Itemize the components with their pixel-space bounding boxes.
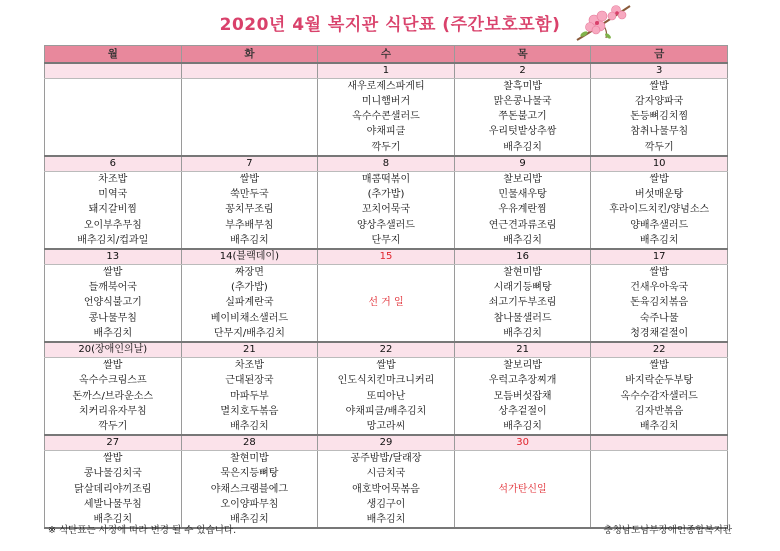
menu-item: 언양식불고기: [45, 295, 182, 310]
menu-item: 쌀밥: [591, 171, 728, 187]
holiday-label: [454, 451, 591, 467]
menu-item: 오이양파무침: [181, 497, 318, 512]
holiday-label: 석가탄신일: [454, 482, 591, 497]
menu-item: 후라이드치킨/양념소스: [591, 202, 728, 217]
day-date: 15: [318, 249, 455, 265]
day-date: 22: [318, 342, 455, 358]
holiday-label: [454, 497, 591, 512]
menu-row: [45, 94, 728, 109]
menu-item: 묵은지등뼈탕: [181, 466, 318, 481]
weekday-header: 월: [45, 46, 182, 63]
menu-row: [45, 280, 728, 295]
menu-item: 쌀밥: [181, 171, 318, 187]
menu-item: 또띠아난: [318, 388, 455, 403]
menu-item: 야채스크램블에그: [181, 482, 318, 497]
menu-item: 차조밥: [45, 171, 182, 187]
menu-item: [591, 482, 728, 497]
day-date: 14(블랙데이): [181, 249, 318, 265]
menu-item: 쌀밥: [591, 78, 728, 94]
menu-row: [45, 404, 728, 419]
menu-item: 배추김치: [454, 419, 591, 435]
menu-row: [45, 311, 728, 326]
menu-item: 치커리유자무침: [45, 404, 182, 419]
menu-item: 들깨북어국: [45, 280, 182, 295]
menu-item: 쭈돈불고기: [454, 109, 591, 124]
menu-item: 애호박어묵볶음: [318, 482, 455, 497]
menu-item: 건새우아욱국: [591, 280, 728, 295]
menu-item: 꽁치무조림: [181, 202, 318, 217]
menu-item: 옥수수콘샐러드: [318, 109, 455, 124]
menu-item: 쌀밥: [45, 451, 182, 467]
menu-item: 베이비채소샐러드: [181, 311, 318, 326]
menu-item: 모듬버섯잡채: [454, 388, 591, 403]
date-row: [45, 342, 728, 358]
weekday-header-row: [45, 46, 728, 63]
menu-item: 단무지/배추김치: [181, 326, 318, 342]
menu-row: [45, 140, 728, 156]
menu-item: 세발나물무침: [45, 497, 182, 512]
menu-item: 닭살데리야끼조림: [45, 482, 182, 497]
menu-item: 배추김치: [454, 233, 591, 249]
menu-item: 배추김치: [181, 233, 318, 249]
menu-row: [45, 497, 728, 512]
menu-item: [45, 140, 182, 156]
menu-item: 미역국: [45, 187, 182, 202]
menu-item: 오이부추무침: [45, 217, 182, 232]
menu-item: 짜장면: [181, 264, 318, 280]
menu-item: 마파두부: [181, 388, 318, 403]
day-date: 27: [45, 435, 182, 451]
menu-item: 우리텃밭상추쌈: [454, 124, 591, 139]
day-date: [181, 63, 318, 79]
menu-item: 찰보리밥: [454, 358, 591, 374]
date-row: [45, 435, 728, 451]
menu-row: [45, 358, 728, 374]
day-date: 21: [454, 342, 591, 358]
menu-row: [45, 217, 728, 232]
menu-item: 돼지갈비찜: [45, 202, 182, 217]
meal-schedule-body: [45, 63, 728, 529]
menu-item: 돈까스/브라운소스: [45, 388, 182, 403]
menu-item: 찰현미밥: [181, 451, 318, 467]
menu-item: [591, 466, 728, 481]
menu-item: 시래기등뼈탕: [454, 280, 591, 295]
menu-item: 쌀밥: [45, 358, 182, 374]
menu-item: 야채피클: [318, 124, 455, 139]
menu-row: [45, 466, 728, 481]
menu-item: 우럭고추장찌개: [454, 373, 591, 388]
menu-item: 차조밥: [181, 358, 318, 374]
menu-item: 매콤떡볶이: [318, 171, 455, 187]
menu-item: 맑은콩나물국: [454, 94, 591, 109]
menu-item: [45, 78, 182, 94]
date-row: [45, 156, 728, 172]
day-date: 10: [591, 156, 728, 172]
menu-row: [45, 482, 728, 497]
menu-item: 배추김치: [591, 419, 728, 435]
menu-item: 멸치호두볶음: [181, 404, 318, 419]
menu-item: 감자양파국: [591, 94, 728, 109]
menu-item: 바지락순두부탕: [591, 373, 728, 388]
menu-item: 청경채겉절이: [591, 326, 728, 342]
menu-item: 찰현미밥: [454, 264, 591, 280]
menu-item: [591, 497, 728, 512]
menu-item: 배추김치: [45, 512, 182, 528]
day-date: 3: [591, 63, 728, 79]
weekday-header: 목: [454, 46, 591, 63]
menu-item: 배추김치: [181, 419, 318, 435]
menu-item: [45, 124, 182, 139]
menu-item: 실파계란국: [181, 295, 318, 310]
holiday-label: [318, 311, 455, 326]
menu-row: [45, 451, 728, 467]
menu-item: [181, 78, 318, 94]
menu-item: 시금치국: [318, 466, 455, 481]
menu-item: 망고라씨: [318, 419, 455, 435]
menu-item: 쌀밥: [318, 358, 455, 374]
menu-row: [45, 124, 728, 139]
menu-row: [45, 326, 728, 342]
menu-row: [45, 419, 728, 435]
weekday-header: 화: [181, 46, 318, 63]
menu-item: 연근견과류조림: [454, 217, 591, 232]
menu-item: 쑥만두국: [181, 187, 318, 202]
menu-item: 인도식치킨마크니커리: [318, 373, 455, 388]
menu-item: 깍두기: [318, 140, 455, 156]
menu-item: (추가밥): [181, 280, 318, 295]
holiday-label: [454, 466, 591, 481]
menu-item: 배추김치: [318, 512, 455, 528]
holiday-label: [318, 280, 455, 295]
day-date: 16: [454, 249, 591, 265]
menu-item: [591, 451, 728, 467]
menu-item: [181, 140, 318, 156]
menu-item: 쌀밥: [45, 264, 182, 280]
date-row: [45, 63, 728, 79]
day-date: 2: [454, 63, 591, 79]
menu-item: [181, 94, 318, 109]
menu-item: 김자반볶음: [591, 404, 728, 419]
date-row: [45, 249, 728, 265]
day-date: [591, 435, 728, 451]
meal-schedule-table: [44, 45, 728, 529]
menu-row: [45, 109, 728, 124]
menu-item: 쌀밥: [591, 358, 728, 374]
menu-item: 콩나물김치국: [45, 466, 182, 481]
menu-item: 참취나물무침: [591, 124, 728, 139]
menu-item: 근대된장국: [181, 373, 318, 388]
menu-item: [181, 124, 318, 139]
menu-item: 상추겉절이: [454, 404, 591, 419]
menu-row: [45, 78, 728, 94]
menu-item: 배추김치: [454, 140, 591, 156]
holiday-label: 선 거 일: [318, 295, 455, 310]
menu-item: (추가밥): [318, 187, 455, 202]
page-title: 2020년 4월 복지관 식단표 (주간보호포함): [219, 15, 561, 35]
menu-row: [45, 187, 728, 202]
menu-item: 찰흑미밥: [454, 78, 591, 94]
menu-row: [45, 388, 728, 403]
menu-row: [45, 264, 728, 280]
day-date: 1: [318, 63, 455, 79]
menu-item: [45, 109, 182, 124]
menu-item: 배추김치: [454, 326, 591, 342]
holiday-label: [318, 264, 455, 280]
day-date: 17: [591, 249, 728, 265]
footnote: ※ 식단표는 사정에 따라 변경 될 수 있습니다.: [48, 525, 237, 536]
menu-item: 돈등뼈김치찜: [591, 109, 728, 124]
menu-item: 버섯매운탕: [591, 187, 728, 202]
day-date: 13: [45, 249, 182, 265]
day-date: 9: [454, 156, 591, 172]
menu-item: 야채피클/배추김치: [318, 404, 455, 419]
menu-item: 부추배무침: [181, 217, 318, 232]
day-date: 22: [591, 342, 728, 358]
menu-item: 옥수수크림스프: [45, 373, 182, 388]
menu-item: 깍두기: [45, 419, 182, 435]
weekday-header: 금: [591, 46, 728, 63]
menu-item: 공주밤밥/달래장: [318, 451, 455, 467]
organization-name: 충청남도남부장애인종합복지관: [603, 525, 732, 536]
day-date: 30: [454, 435, 591, 451]
menu-item: 미니햄버거: [318, 94, 455, 109]
menu-item: 단무지: [318, 233, 455, 249]
menu-item: 우유계란찜: [454, 202, 591, 217]
menu-item: 새우로제스파게티: [318, 78, 455, 94]
day-date: 20(장애인의날): [45, 342, 182, 358]
menu-item: 찰보리밥: [454, 171, 591, 187]
menu-item: 쌀밥: [591, 264, 728, 280]
menu-item: 배추김치: [591, 233, 728, 249]
day-date: 21: [181, 342, 318, 358]
menu-item: 생김구이: [318, 497, 455, 512]
menu-item: 꼬치어묵국: [318, 202, 455, 217]
menu-row: [45, 233, 728, 249]
menu-item: 깍두기: [591, 140, 728, 156]
holiday-label: [454, 512, 591, 528]
menu-item: 민물새우탕: [454, 187, 591, 202]
menu-item: 숙주나물: [591, 311, 728, 326]
menu-item: 양상추샐러드: [318, 217, 455, 232]
menu-row: [45, 171, 728, 187]
menu-item: 옥수수감자샐러드: [591, 388, 728, 403]
menu-item: 콩나물무침: [45, 311, 182, 326]
menu-item: 배추김치: [181, 512, 318, 528]
day-date: 7: [181, 156, 318, 172]
weekday-header: 수: [318, 46, 455, 63]
day-date: [45, 63, 182, 79]
menu-item: 쇠고기두부조림: [454, 295, 591, 310]
menu-item: 배추김치/컵과일: [45, 233, 182, 249]
day-date: 6: [45, 156, 182, 172]
menu-item: 양배추샐러드: [591, 217, 728, 232]
menu-row: [45, 202, 728, 217]
menu-item: 참나물샐러드: [454, 311, 591, 326]
menu-item: 돈육김치볶음: [591, 295, 728, 310]
menu-item: 배추김치: [45, 326, 182, 342]
cherry-blossom-icon: [572, 0, 632, 44]
menu-item: [181, 109, 318, 124]
holiday-label: [318, 326, 455, 342]
menu-row: [45, 373, 728, 388]
menu-item: [45, 94, 182, 109]
day-date: 28: [181, 435, 318, 451]
menu-row: [45, 295, 728, 310]
day-date: 8: [318, 156, 455, 172]
day-date: 29: [318, 435, 455, 451]
